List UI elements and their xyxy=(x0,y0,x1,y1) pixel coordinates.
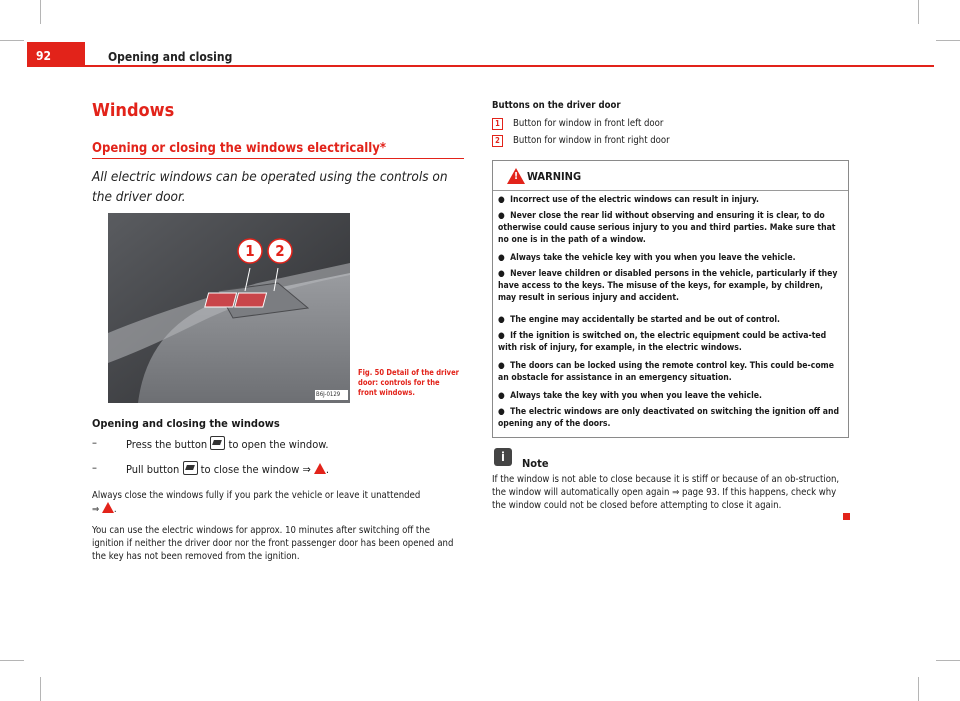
warning-box xyxy=(492,160,849,438)
warning-item: ● The electric windows are only deactivated on switching the ignition off and opening any of the doors. xyxy=(498,407,839,429)
badge-2: 2 xyxy=(492,135,503,147)
figure-door-controls xyxy=(108,213,350,403)
crop-mark xyxy=(918,0,919,24)
crop-mark xyxy=(0,660,24,661)
step1-text-end: to open the window. xyxy=(228,438,329,451)
callout-1: 1 xyxy=(245,242,255,260)
step1-text: Press the button xyxy=(126,438,208,451)
end-of-section-marker xyxy=(843,513,850,520)
callout-2: 2 xyxy=(275,242,285,260)
door-controls-illustration xyxy=(108,213,350,403)
crop-mark xyxy=(0,40,24,41)
page-title: Windows xyxy=(92,100,175,121)
lead-text: All electric windows can be operated using the controls on the driver door. xyxy=(92,169,448,205)
step2-text-end: to close the window ⇒ xyxy=(200,463,311,476)
section-subtitle: Opening or closing the windows electrically* xyxy=(92,141,386,156)
paragraph-period: . xyxy=(113,504,117,515)
warning-ref-icon[interactable] xyxy=(102,502,114,513)
buttons-list-title: Buttons on the driver door xyxy=(492,100,621,111)
paragraph-close-windows xyxy=(92,489,464,516)
subtitle-rule xyxy=(92,158,464,159)
warning-item: ● Incorrect use of the electric windows can result in injury. xyxy=(498,195,759,205)
figure-caption: Fig. 50 Detail of the driver door: controls for the front windows. xyxy=(358,368,459,397)
crop-mark xyxy=(936,40,960,41)
warning-item: ● Never close the rear lid without observing and ensuring it is clear, to do otherwise could cause serious injury to you and third parties. Make sure that no one is in the path of a window. xyxy=(498,211,836,245)
window-button-icon xyxy=(183,461,198,475)
warning-item: ● Always take the vehicle key with you when you leave the vehicle. xyxy=(498,253,796,263)
crop-mark xyxy=(918,677,919,701)
procedure-heading: Opening and closing the windows xyxy=(92,417,280,430)
figure-code: B6J-0129 xyxy=(316,391,341,398)
warning-item: ● If the ignition is switched on, the electric equipment could be activa-ted with risk of injury, for example, in the electric windows. xyxy=(498,331,827,353)
button-list-item: Button for window in front right door xyxy=(513,135,670,146)
warning-item: ● The engine may accidentally be started and be out of control. xyxy=(498,315,780,325)
section-title: Opening and closing xyxy=(108,50,233,64)
page-number: 92 xyxy=(36,49,52,63)
warning-header: ! WARNING xyxy=(493,161,848,191)
step2-text: Pull button xyxy=(126,463,180,476)
step2-period: . xyxy=(325,463,330,476)
header-rule xyxy=(85,65,934,67)
step-dash: – xyxy=(92,461,97,474)
paragraph-ignition: You can use the electric windows for approx. 10 minutes after switching off the ignition if neither the driver door nor the front passenger door has been opened and the key has not been removed from the ignition. xyxy=(92,525,454,562)
note-text: If the window is not able to close because it is stiff or because of an ob-struction, the window will automatically open again ⇒ page 93. If this happens, check why the window could not be closed before attempting to close it again. xyxy=(492,474,840,511)
note-icon: i xyxy=(494,448,512,466)
badge-1: 1 xyxy=(492,118,503,130)
crop-mark xyxy=(40,677,41,701)
warning-label: WARNING xyxy=(527,170,582,183)
warning-item: ● Never leave children or disabled persons in the vehicle, particularly if they have access to the keys. The misuse of the keys, for example, by children, may result in serious injury and accident. xyxy=(498,269,838,303)
crop-mark xyxy=(40,0,41,24)
crop-mark xyxy=(936,660,960,661)
warning-ref-icon[interactable] xyxy=(314,463,326,474)
warning-item: ● The doors can be locked using the remote control key. This could be-come an obstacle for assistance in an emergency situation. xyxy=(498,361,834,383)
ref-arrow: ⇒ xyxy=(92,504,100,515)
button-list-item: Button for window in front left door xyxy=(513,118,664,129)
warning-item: ● Always take the key with you when you leave the vehicle. xyxy=(498,391,762,401)
paragraph-text: Always close the windows fully if you park the vehicle or leave it unattended xyxy=(92,490,421,501)
note-label: Note xyxy=(522,457,549,470)
window-button-icon xyxy=(210,436,225,450)
step-dash: – xyxy=(92,436,97,449)
